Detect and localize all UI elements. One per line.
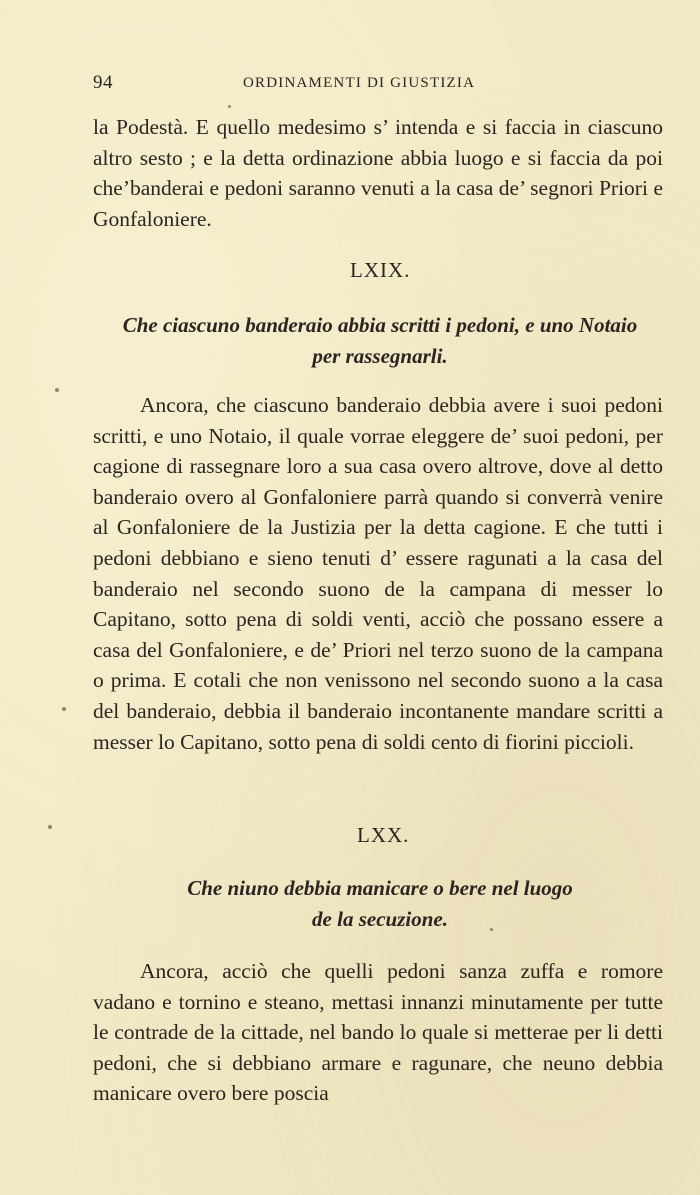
paper-speck (490, 928, 493, 931)
section-number-lxx: LXX. (357, 823, 410, 847)
running-head: ORDINAMENTI DI GIUSTIZIA (243, 75, 476, 91)
section-title-lxx (150, 873, 610, 935)
paragraph-continued: la Podestà. E quello medesimo s’ intenda e si faccia in ciascuno altro sesto ; e la detta ordinazione abbia luogo e si faccia da poi che’banderai e pedoni saranno venuti a la casa de’ segnori Priori e Gonfaloniere. (93, 115, 663, 231)
paragraph-lxx: Ancora, acciò che quelli pedoni sanza zuffa e romore vadano e tornino e steano, mettasi innanzi minutamente per tutte le contrade de la cittade, nel bando lo quale si metterae per li detti pedoni, che si debbiano armare e ragunare, che neuno debbia manicare overo bere poscia (93, 959, 663, 1106)
page-number: 94 (93, 72, 113, 93)
paper-speck (228, 105, 231, 108)
page-header (93, 72, 661, 102)
section-title-line: de la secuzione. (312, 907, 448, 931)
paper-speck (55, 388, 59, 392)
section-title-line: Che niuno debbia manicare o bere nel luogo (187, 876, 573, 900)
section-title-line: Che ciascuno banderaio abbia scritti i pedoni, e uno Notaio (122, 313, 638, 337)
paper-speck (62, 707, 66, 711)
paper-speck (48, 825, 52, 829)
paragraph-lxix: Ancora, che ciascuno banderaio debbia avere i suoi pedoni scritti, e uno Notaio, il quale vorrae eleggere de’ suoi pedoni, per cagione di rassegnare loro a sua casa overo altrove, dove al detto banderaio overo al Gonfaloniere parrà quando si converrà venire al Gonfaloniere de la Justizia per la detta cagione. E che tutti i pedoni debbiano e sieno tenuti d’ essere ragunati a la casa del banderaio nel secondo suono de la campana di messer lo Capitano, sotto pena di soldi venti, acciò che possano essere a casa del Gonfaloniere, e de’ Priori nel terzo suono de la campana o prima. E cotali che non venissono nel secondo suono a la casa del banderaio, debbia il banderaio incontanente mandare scritti a messer lo Capitano, sotto pena di soldi cento di fiorini piccioli. (93, 393, 663, 754)
section-title-lxix (100, 310, 660, 372)
section-number-lxix: LXIX. (350, 258, 411, 282)
section-title-line: per rassegnarli. (312, 344, 448, 368)
